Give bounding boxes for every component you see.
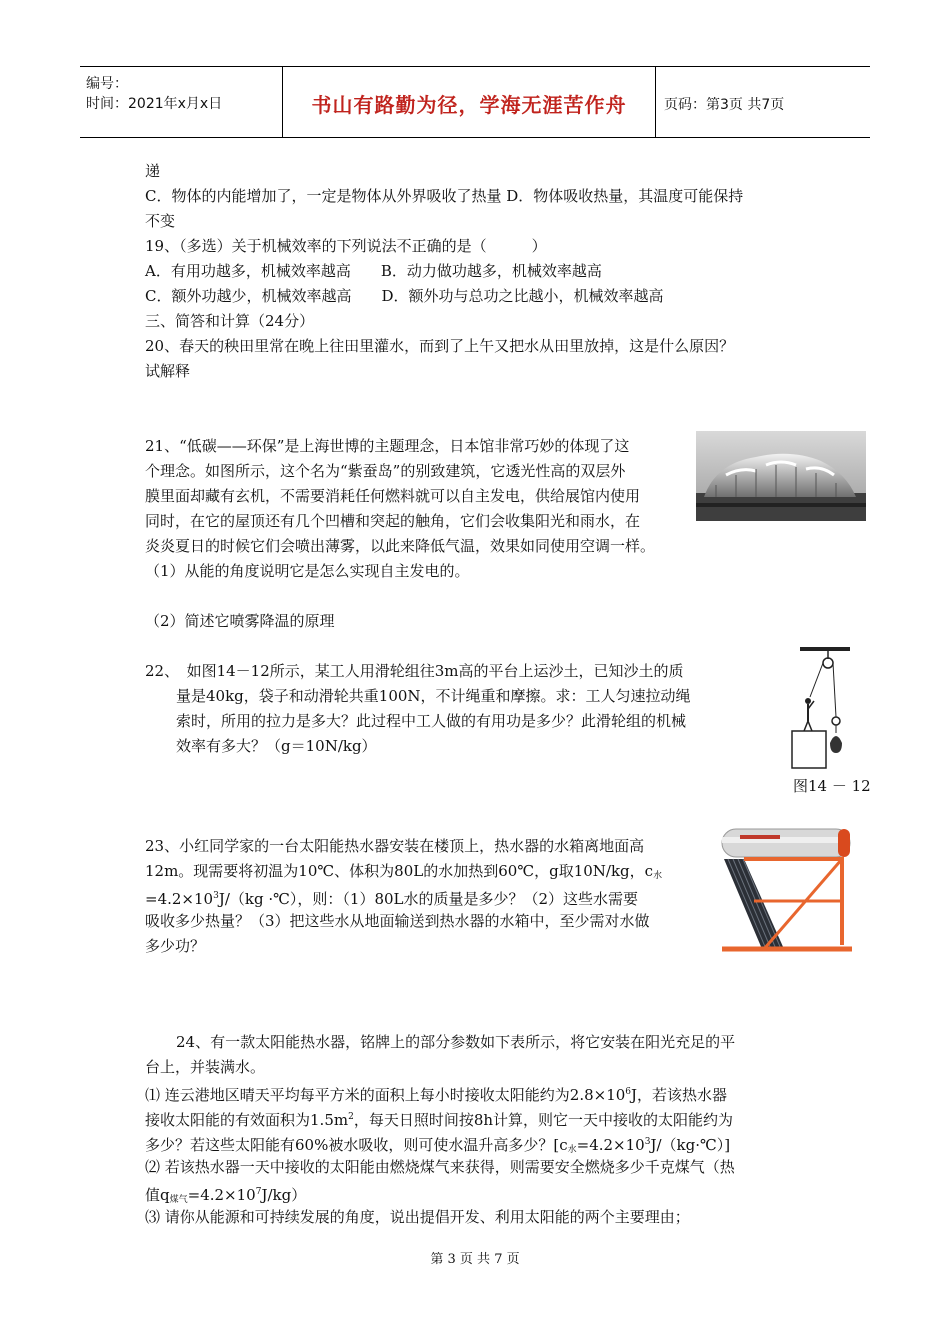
question-22: 22、 如图14－12所示，某工人用滑轮组往3m高的平台上运沙土，已知沙土的质 (145, 662, 684, 680)
text-line: 值$q_{煤气}=4.2\times 10^7J/kg$） (145, 1186, 307, 1205)
text-line: 膜里面却藏有玄机，不需要消耗任何燃料就可以自主发电，供给展馆内使用 (145, 487, 641, 505)
japan-pavilion-photo (696, 431, 866, 521)
text-line: 台上，并装满水。 (145, 1058, 266, 1076)
q19-options-ab: A．有用功越多，机械效率越高 B．动力做功越多，机械效率越高 (145, 262, 602, 280)
page-footer: 第 3 页 共 7 页 (430, 1252, 520, 1267)
sub-question-2: （2）简述它喷雾降温的原理 (145, 612, 335, 630)
text-line: 多少？若这些太阳能有60%被水吸收，则可使水温升高多少？$[c_水=4.2\times 10^3J/(kg\cdot℃)]$ (145, 1136, 731, 1155)
date-label: 时间：2021年x月x日 (86, 96, 223, 112)
text-line: 炎炎夏日的时候它们会喷出薄雾，以此来降低气温，效果如同使用空调一样。 (145, 537, 656, 555)
q19-options-cd: C．额外功越少，机械效率越高 D．额外功与总功之比越小，机械效率越高 (145, 287, 664, 305)
sub-question-2: ⑵ 若该热水器一天中接收的太阳能由燃烧煤气来获得，则需要安全燃烧多少千克煤气（热 (145, 1158, 735, 1176)
text-line: 效率有多大？（g＝10N/kg） (176, 737, 377, 755)
motto-text: 书山有路勤为径，学海无涯苦作舟 (311, 93, 627, 117)
text-line: 试解释 (145, 362, 191, 380)
sub-question-1: ⑴ 连云港地区晴天平均每平方米的面积上每小时接收太阳能约为$2.8\times 10^6J$，若该热水器 (145, 1086, 728, 1104)
pulley-diagram (790, 645, 858, 770)
text-line: $=4.2\times 10^3J/(kg$ ·℃），则：（1）80L水的质量是多少？（2）这些水需要 (145, 890, 639, 908)
header-meta-cell (80, 67, 283, 137)
text-line: 同时，在它的屋顶还有几个凹槽和突起的触角，它们会收集阳光和雨水，在 (145, 512, 641, 530)
text-line: 索时，所用的拉力是多大？此过程中工人做的有用功是多少？此滑轮组的机械 (176, 712, 687, 730)
text-line: 不变 (145, 212, 176, 230)
header-motto-cell (283, 67, 656, 137)
question-21: 21、“低碳——环保”是上海世博的主题理念，日本馆非常巧妙的体现了这 (145, 437, 630, 455)
question-20: 20、春天的秧田里常在晚上往田里灌水，而到了上午又把水从田里放掉，这是什么原因？ (145, 337, 735, 355)
page-number-label: 页码：第3页 共7页 (664, 97, 785, 113)
text-line: 多少功？ (145, 937, 206, 955)
serial-number-label: 编号： (86, 76, 128, 92)
question-19: 19、（多选）关于机械效率的下列说法不正确的是（ ） (145, 237, 547, 255)
section-heading: 三、简答和计算（24分） (145, 312, 315, 330)
text-line: 12m。现需要将初温为10℃、体积为80L的水加热到60℃，g取10N/kg，$c_水$ (145, 862, 663, 881)
sub-question-3: ⑶ 请你从能源和可持续发展的角度，说出提倡开发、利用太阳能的两个主要理由； (145, 1208, 690, 1226)
header-page-cell (656, 67, 870, 137)
figure-caption: 图14 － 12 (793, 777, 871, 795)
option-c-d-line: C．物体的内能增加了，一定是物体从外界吸收了热量 D．物体吸收热量，其温度可能保持 (145, 187, 744, 205)
text-line: 接收太阳能的有效面积为$1.5m^2$，每天日照时间按8h计算，则它一天中接收的太阳能约为 (145, 1111, 734, 1129)
solar-water-heater-photo (714, 821, 860, 957)
question-23: 23、小红同学家的一台太阳能热水器安装在楼顶上，热水器的水箱离地面高 (145, 837, 645, 855)
text-line: 个理念。如图所示，这个名为“紫蚕岛”的别致建筑，它透光性高的双层外 (145, 462, 626, 480)
sub-question-1: （1）从能的角度说明它是怎么实现自主发电的。 (145, 562, 470, 580)
question-24: 24、有一款太阳能热水器，铭牌上的部分参数如下表所示，将它安装在阳光充足的平 (176, 1033, 736, 1051)
text-line: 量是40kg，袋子和动滑轮共重100N，不计绳重和摩擦。求：工人匀速拉动绳 (176, 687, 691, 705)
text-line: 递 (145, 162, 161, 180)
text-line: 吸收多少热量？（3）把这些水从地面输送到热水器的水箱中，至少需对水做 (145, 912, 650, 930)
page-header (80, 66, 870, 138)
